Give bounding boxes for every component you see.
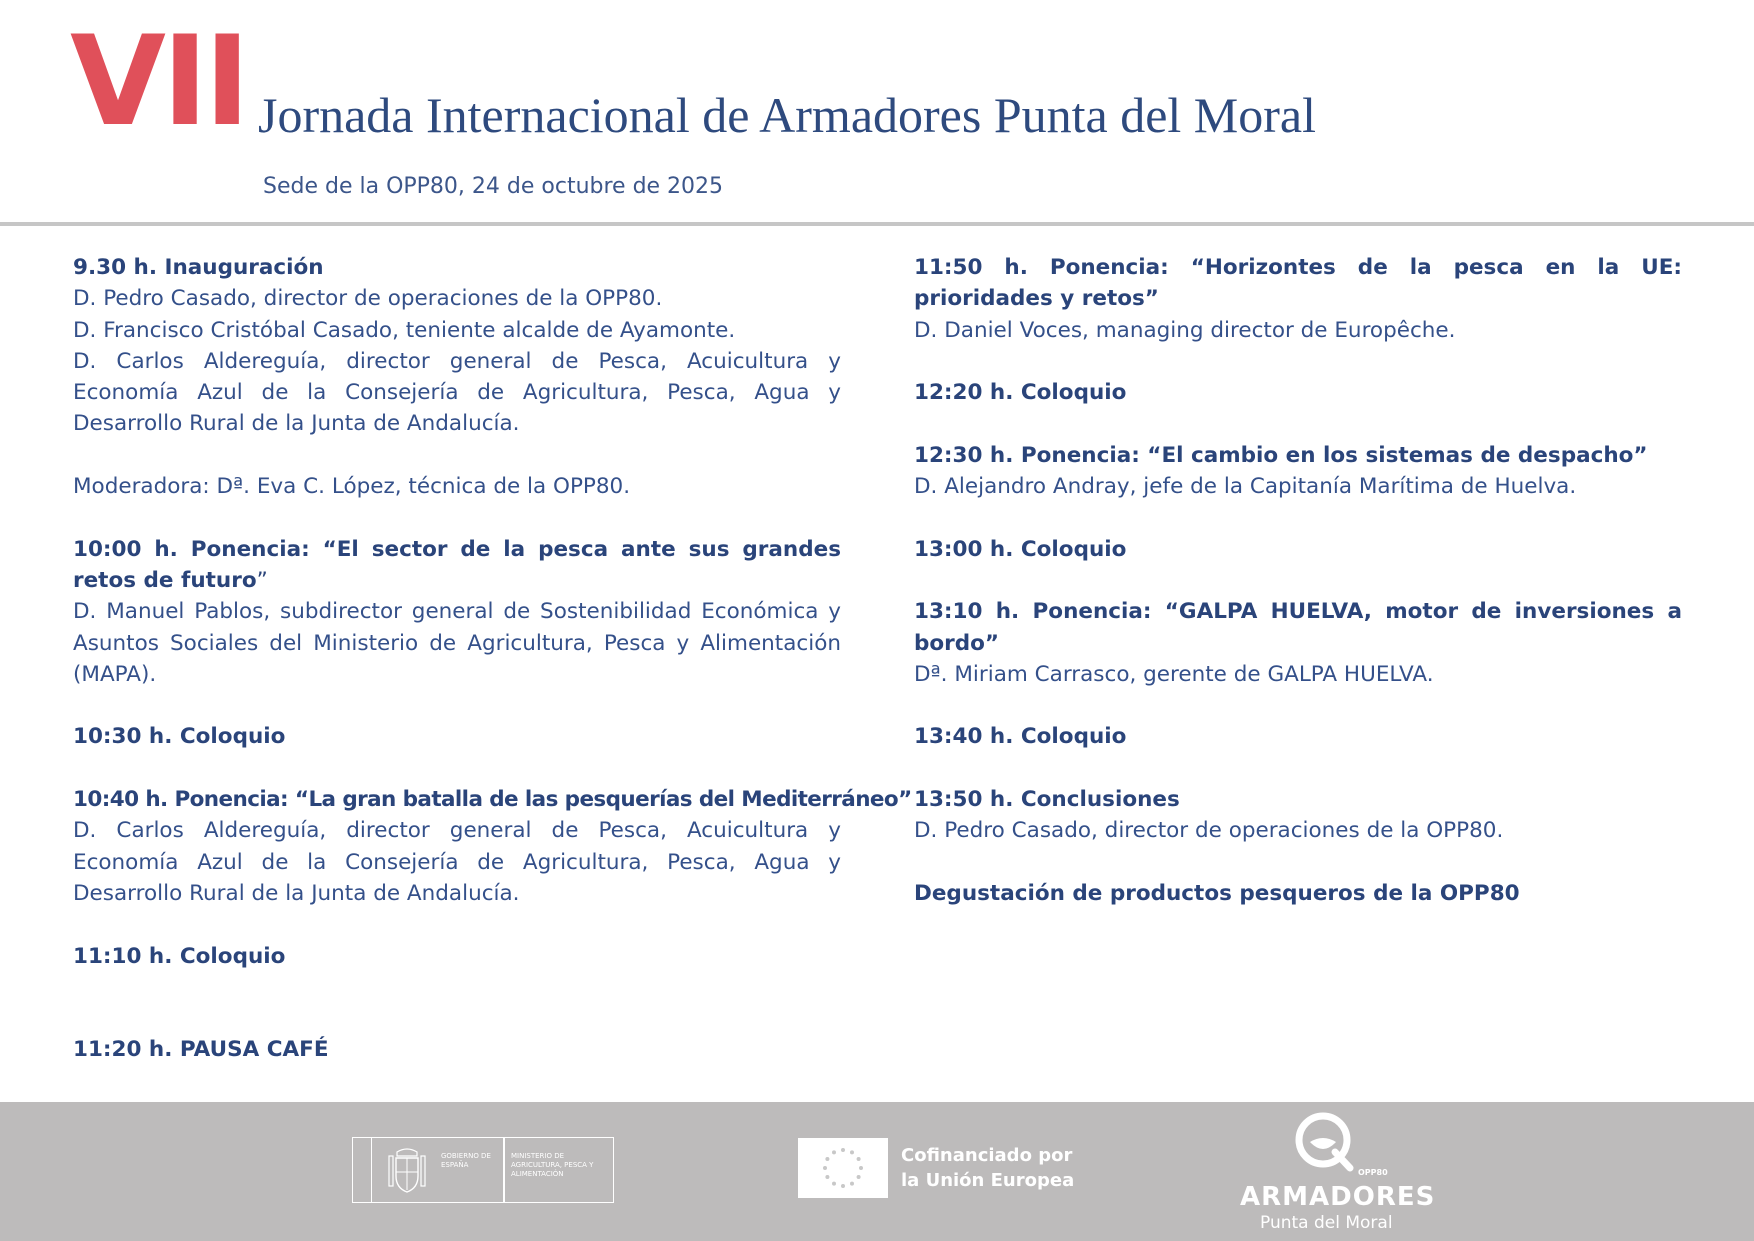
agenda-item bbox=[914, 596, 1682, 690]
agenda-item bbox=[73, 784, 912, 909]
agenda-item bbox=[73, 941, 841, 972]
armadores-logo bbox=[1230, 1112, 1436, 1237]
agenda-heading: 13:00 h. Coloquio bbox=[914, 536, 1127, 562]
agenda-item bbox=[73, 534, 841, 690]
event-title: Jornada Internacional de Armadores Punta del Moral bbox=[258, 87, 1316, 143]
ministry-label: MINISTERIO DE AGRICULTURA, PESCA Y ALIMENTACIÓN bbox=[511, 1152, 594, 1178]
program-right-column bbox=[914, 252, 1682, 909]
agenda-heading: 12:20 h. Coloquio bbox=[914, 380, 1127, 406]
agenda-heading: 11:10 h. Coloquio bbox=[73, 943, 286, 969]
agenda-heading: 12:30 h. Ponencia: “El cambio en los sistemas de despacho” bbox=[914, 442, 1648, 468]
eu-line-2: la Unión Europea bbox=[901, 1170, 1075, 1191]
agenda-heading: 13:50 h. Conclusiones bbox=[914, 787, 1180, 813]
logo-stripe bbox=[361, 1138, 372, 1202]
agenda-heading bbox=[73, 534, 841, 597]
agenda-heading: 13:10 h. Ponencia: “GALPA HUELVA, motor de inversiones a bordo” bbox=[914, 599, 1682, 656]
agenda-item bbox=[914, 440, 1682, 503]
eu-cofinancing-text bbox=[901, 1143, 1074, 1193]
agenda-item bbox=[914, 784, 1682, 847]
gov-label: GOBIERNO DE ESPAÑA bbox=[441, 1152, 491, 1169]
speaker-line: D. Manuel Pablos, subdirector general de Sostenibilidad Económica y Asuntos Sociales del Ministerio de Agricultura, Pesca y Alimentación (MAPA). bbox=[73, 599, 841, 687]
logo-divider bbox=[503, 1138, 505, 1202]
agenda-heading: 11:50 h. Ponencia: “Horizontes de la pesca en la UE: prioridades y retos” bbox=[914, 255, 1682, 312]
event-subtitle: Sede de la OPP80, 24 de octubre de 2025 bbox=[263, 174, 724, 199]
agenda-item bbox=[73, 721, 841, 752]
armadores-wordmark: ARMADORES bbox=[1240, 1182, 1436, 1212]
speaker-line: Dª. Miriam Carrasco, gerente de GALPA HUELVA. bbox=[914, 661, 1434, 687]
agenda-item bbox=[914, 252, 1682, 346]
eu-flag-icon bbox=[798, 1138, 888, 1198]
edition-numeral: VII bbox=[70, 10, 247, 154]
program-left-column bbox=[73, 252, 912, 1065]
agenda-heading: 11:20 h. PAUSA CAFÉ bbox=[73, 1036, 329, 1062]
agenda-heading: 10:40 h. Ponencia: “La gran batalla de las pesquerías del Mediterráneo” bbox=[73, 787, 912, 813]
heading-text: 10:00 h. Ponencia: “El sector de la pesca ante sus grandes retos de futuro bbox=[73, 536, 841, 593]
agenda-item bbox=[73, 1034, 841, 1065]
agenda-heading: 13:40 h. Coloquio bbox=[914, 724, 1127, 750]
speaker-line: D. Pedro Casado, director de operaciones de la OPP80. bbox=[73, 286, 663, 312]
sponsor-footer bbox=[0, 1102, 1754, 1241]
agenda-item bbox=[914, 721, 1682, 752]
speaker-line: D. Carlos Aldereguía, director general de Pesca, Acuicultura y Economía Azul de la Consejería de Agricultura, Pesca, Agua y Desarrollo Rural de la Junta de Andalucía. bbox=[73, 348, 841, 437]
punta-del-moral-wordmark: Punta del Moral bbox=[1260, 1213, 1393, 1233]
agenda-item bbox=[914, 534, 1682, 565]
coat-of-arms-icon bbox=[387, 1146, 427, 1194]
government-logo bbox=[352, 1137, 614, 1203]
closing-quote: ” bbox=[256, 567, 268, 593]
fish-hook-icon bbox=[1290, 1112, 1360, 1174]
moderator-line: Moderadora: Dª. Eva C. López, técnica de la OPP80. bbox=[73, 474, 631, 500]
header-divider bbox=[0, 222, 1754, 226]
agenda-heading: 10:30 h. Coloquio bbox=[73, 724, 286, 750]
agenda-item bbox=[914, 878, 1682, 909]
speaker-line: D. Francisco Cristóbal Casado, teniente alcalde de Ayamonte. bbox=[73, 317, 736, 343]
speaker-line: D. Pedro Casado, director de operaciones de la OPP80. bbox=[914, 818, 1504, 844]
agenda-item bbox=[73, 471, 841, 502]
agenda-heading: Degustación de productos pesqueros de la OPP80 bbox=[914, 880, 1520, 906]
opp80-tag: OPP80 bbox=[1358, 1168, 1388, 1177]
eu-line-1: Cofinanciado por bbox=[901, 1145, 1073, 1166]
speaker-line: D. Alejandro Andray, jefe de la Capitanía Marítima de Huelva. bbox=[914, 474, 1577, 500]
agenda-heading: 9.30 h. Inauguración bbox=[73, 255, 324, 280]
agenda-item bbox=[73, 252, 841, 440]
speaker-line: D. Daniel Voces, managing director de Europêche. bbox=[914, 317, 1456, 343]
speaker-line: D. Carlos Aldereguía, director general de Pesca, Acuicultura y Economía Azul de la Consejería de Agricultura, Pesca, Agua y Desarrollo Rural de la Junta de Andalucía. bbox=[73, 818, 841, 906]
agenda-item bbox=[914, 377, 1682, 408]
